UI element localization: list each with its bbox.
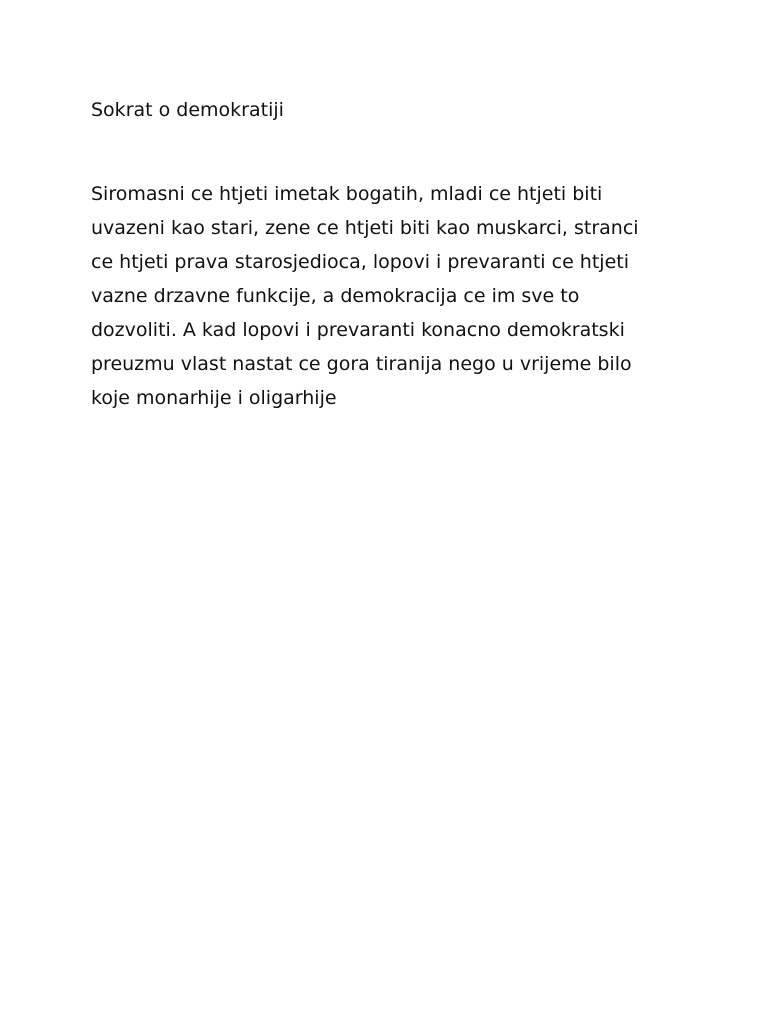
paragraph-line: Siromasni ce htjeti imetak bogatih, mladi ce htjeti biti [91,183,603,205]
document-title: Sokrat o demokratiji [91,99,284,121]
paragraph-line: vazne drzavne funkcije, a demokracija ce im sve to [91,285,580,307]
paragraph-line: dozvoliti. A kad lopovi i prevaranti konacno demokratski [91,319,625,341]
paragraph-line: preuzmu vlast nastat ce gora tiranija nego u vrijeme bilo [91,353,632,375]
document-paragraph [91,177,691,415]
paragraph-line: koje monarhije i oligarhije [91,387,337,409]
paragraph-line: uvazeni kao stari, zene ce htjeti biti kao muskarci, stranci [91,217,639,239]
paragraph-line: ce htjeti prava starosjedioca, lopovi i prevaranti ce htjeti [91,251,629,273]
